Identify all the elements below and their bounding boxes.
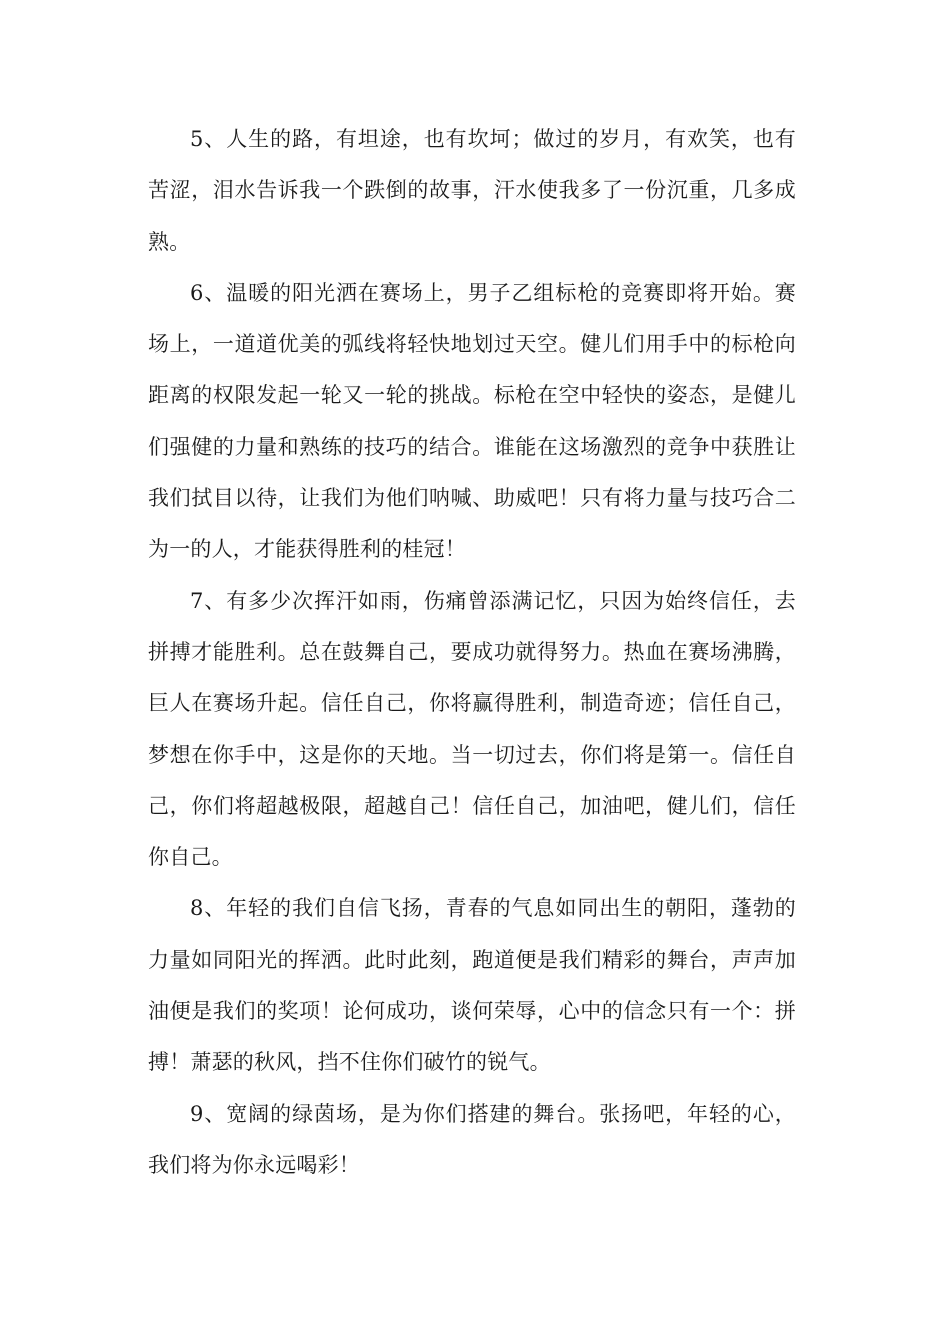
paragraph-8: 8、年轻的我们自信飞扬，青春的气息如同出生的朝阳，蓬勃的力量如同阳光的挥洒。此时此刻，跑道便是我们精彩的舞台，声声加油便是我们的奖项！论何成功，谈何荣辱，心中的信念只有一个：拼搏！萧瑟的秋风，挡不住你们破竹的锐气。 <box>148 896 796 1075</box>
paragraph-7: 7、有多少次挥汗如雨，伤痛曾添满记忆，只因为始终信任，去拼搏才能胜利。总在鼓舞自己，要成功就得努力。热血在赛场沸腾，巨人在赛场升起。信任自己，你将赢得胜利，制造奇迹；信任自己，梦想在你手中，这是你的天地。当一切过去，你们将是第一。信任自己，你们将超越极限，超越自己！信任自己，加油吧，健儿们，信任你自己。 <box>148 588 796 870</box>
document-body <box>148 114 796 1191</box>
paragraph-9: 9、宽阔的绿茵场，是为你们搭建的舞台。张扬吧，年轻的心，我们将为你永远喝彩！ <box>148 1101 796 1177</box>
paragraph-6: 6、温暖的阳光洒在赛场上，男子乙组标枪的竞赛即将开始。赛场上，一道道优美的弧线将轻快地划过天空。健儿们用手中的标枪向距离的权限发起一轮又一轮的挑战。标枪在空中轻快的姿态，是健儿们强健的力量和熟练的技巧的结合。谁能在这场激烈的竞争中获胜让我们拭目以待，让我们为他们呐喊、助威吧！只有将力量与技巧合二为一的人，才能获得胜利的桂冠！ <box>148 280 796 562</box>
paragraph-5: 5、人生的路，有坦途，也有坎坷；做过的岁月，有欢笑，也有苦涩，泪水告诉我一个跌倒的故事，汗水使我多了一份沉重，几多成熟。 <box>148 127 796 254</box>
